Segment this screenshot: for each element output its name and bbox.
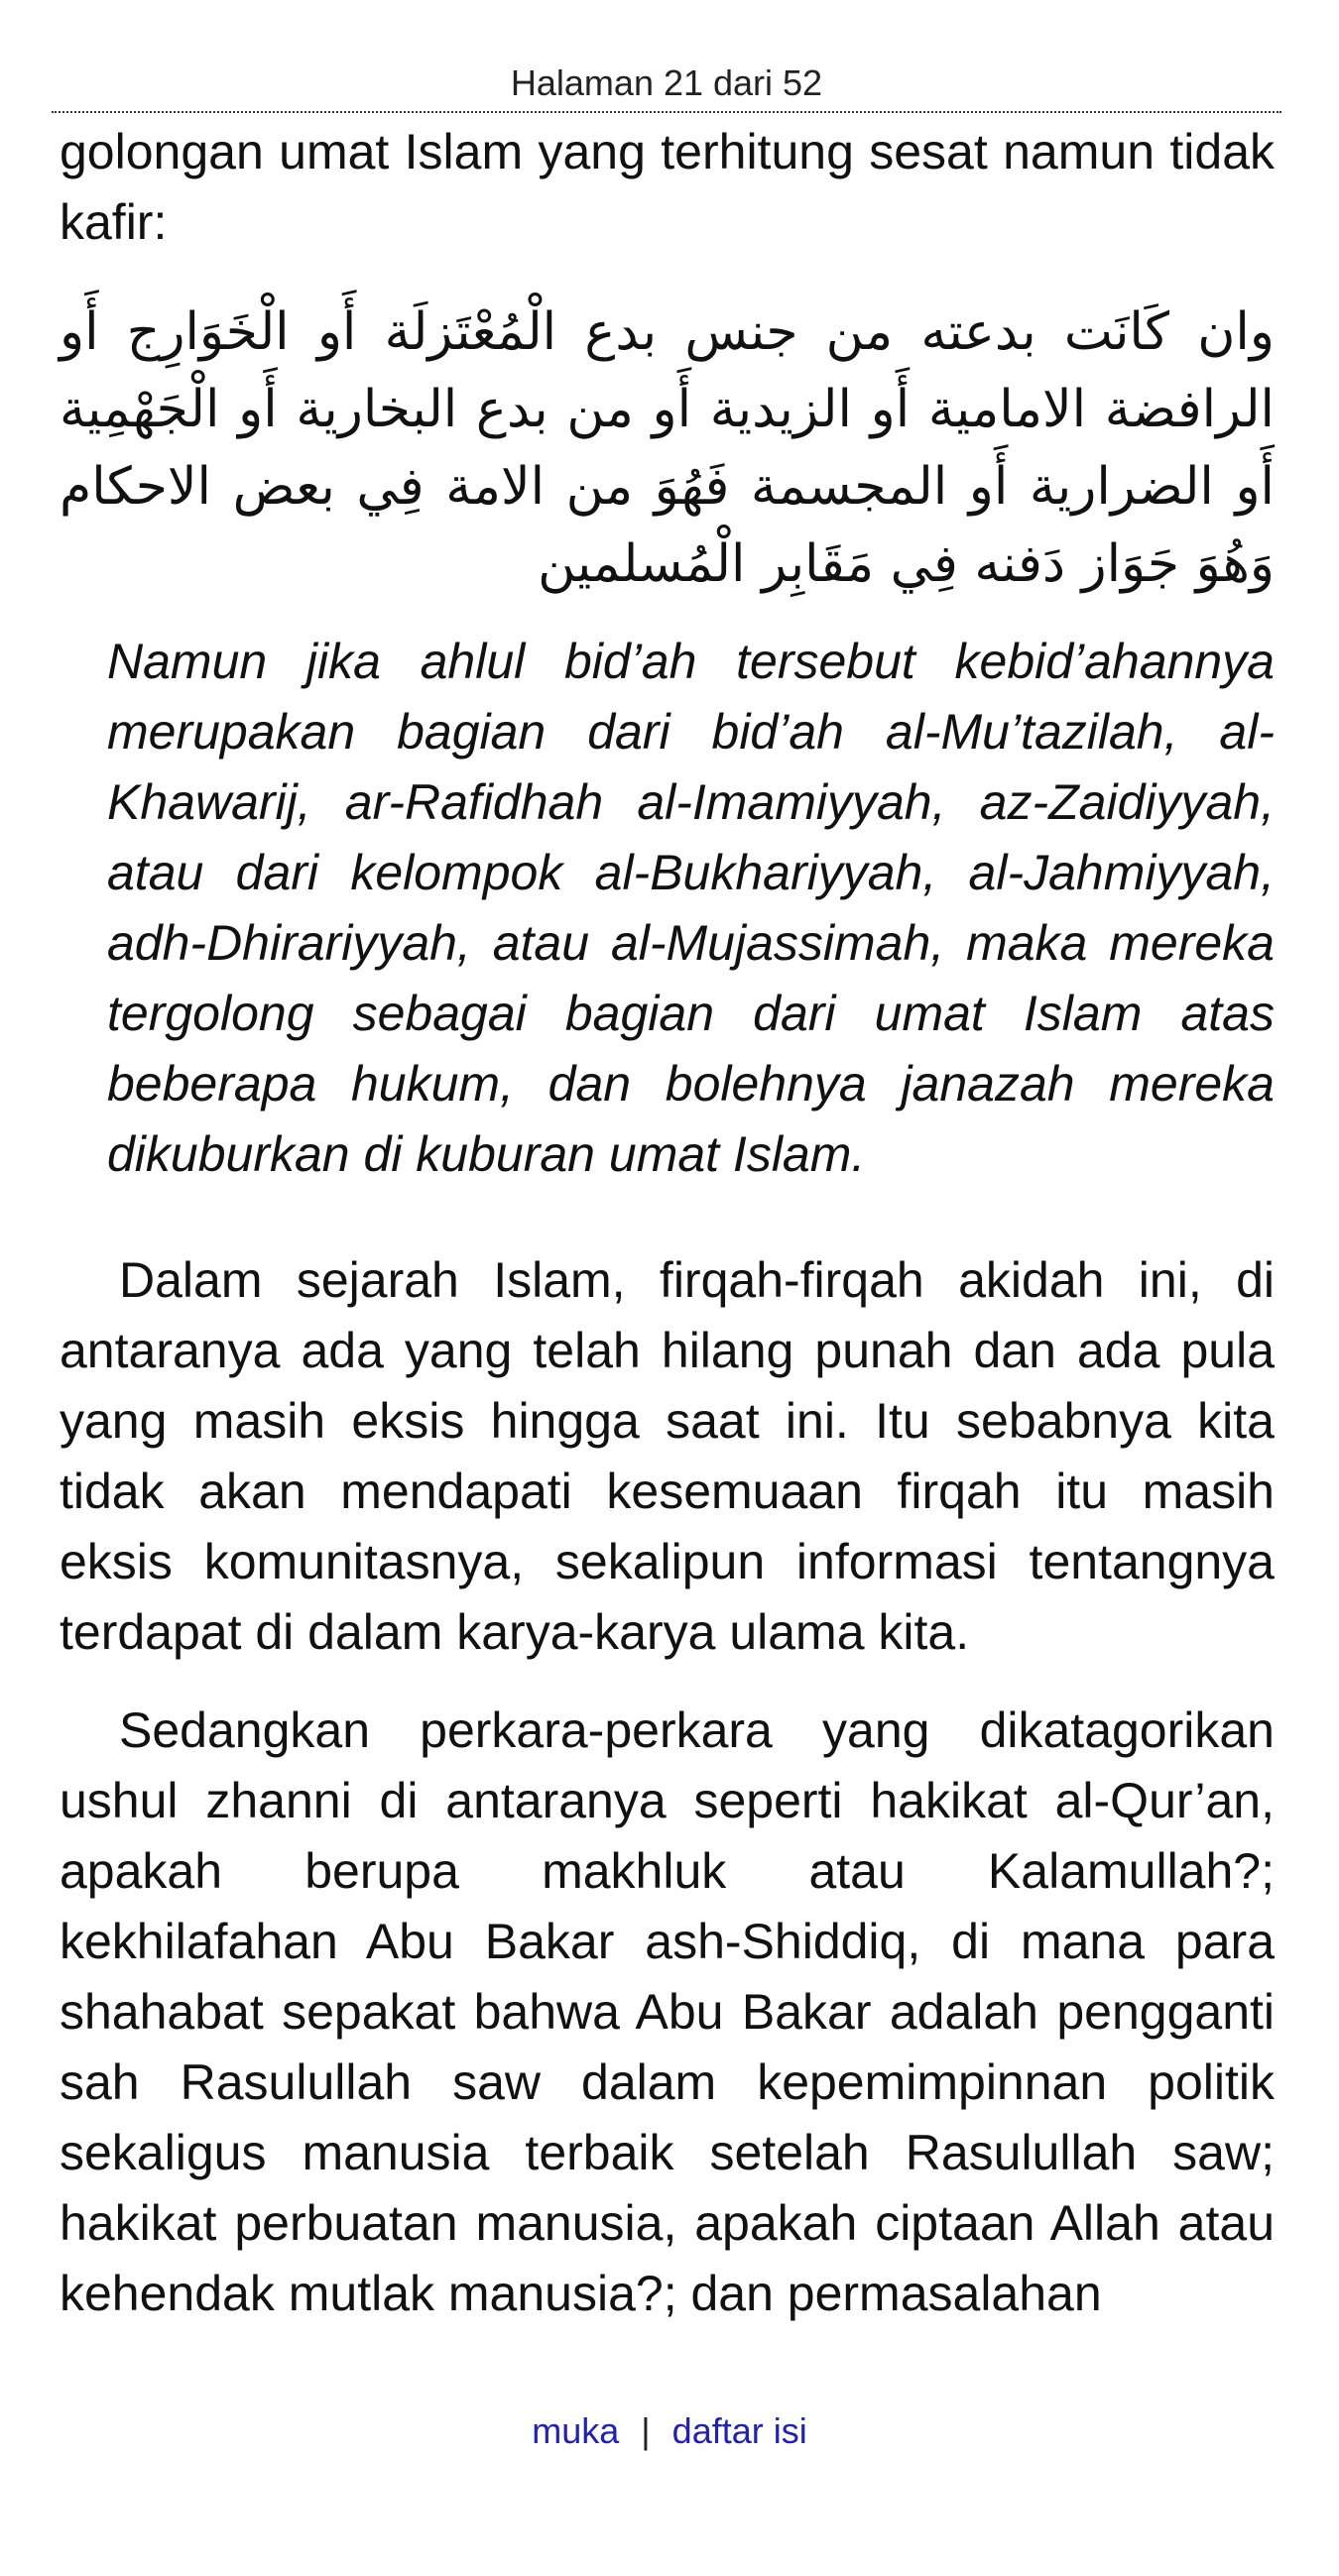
page-content	[60, 117, 1275, 2329]
table-of-contents-link[interactable]: daftar isi	[671, 2410, 807, 2451]
arabic-quote: وان كَانَت بدعته من جنس بدع الْمُعْتَزلَة أَو الْخَوَارِج أَو الرافضة الامامية أَو الزيدية أَو من بدع البخارية أَو الْجَهْمِية أَو الضرارية أَو المجسمة فَهُوَ من الامة فِي بعض الاحكام وَهُوَ جَوَاز دَفنه فِي مَقَابِر الْمُسلمين	[60, 302, 1275, 594]
page-number-label: Halaman 21 dari 52	[510, 62, 823, 103]
intro-text: golongan umat Islam yang terhitung sesat namun tidak kafir:	[60, 124, 1275, 250]
paragraph-history: Dalam sejarah Islam, firqah-firqah akidah ini, di antaranya ada yang telah hilang punah dan ada pula yang masih eksis hingga saat ini. Itu sebabnya kita tidak akan mendapati kesemuaan firqah itu masih eksis komunitasnya, sekalipun informasi tentangnya terdapat di dalam karya-karya ulama kita.	[60, 1252, 1275, 1660]
home-link[interactable]: muka	[532, 2410, 620, 2451]
page-footer-nav	[0, 2407, 1339, 2455]
page-header	[52, 58, 1281, 113]
translation-block: Namun jika ahlul bid’ah tersebut kebid’ahannya merupakan bagian dari bid’ah al-Mu’tazilah, al-Khawarij, ar-Rafidhah al-Imamiyyah, az-Zaidiyyah, atau dari kelompok al-Bukhariyyah, al-Jahmiyyah, adh-Dhirariyyah, atau al-Mujassimah, maka mereka tergolong sebagai bagian dari umat Islam atas beberapa hukum, dan bolehnya janazah mereka dikuburkan di kuburan umat Islam.	[107, 634, 1275, 1182]
nav-separator: |	[641, 2410, 651, 2451]
paragraph-ushul-zhanni: Sedangkan perkara-perkara yang dikatagorikan ushul zhanni di antaranya seperti hakikat al-Qur’an, apakah berupa makhluk atau Kalamullah?; kekhilafahan Abu Bakar ash-Shiddiq, di mana para shahabat sepakat bahwa Abu Bakar adalah pengganti sah Rasulullah saw dalam kepemimpinnan politik sekaligus manusia terbaik setelah Rasulullah saw; hakikat perbuatan manusia, apakah ciptaan Allah atau kehendak mutlak manusia?; dan permasalahan	[60, 1702, 1275, 2321]
